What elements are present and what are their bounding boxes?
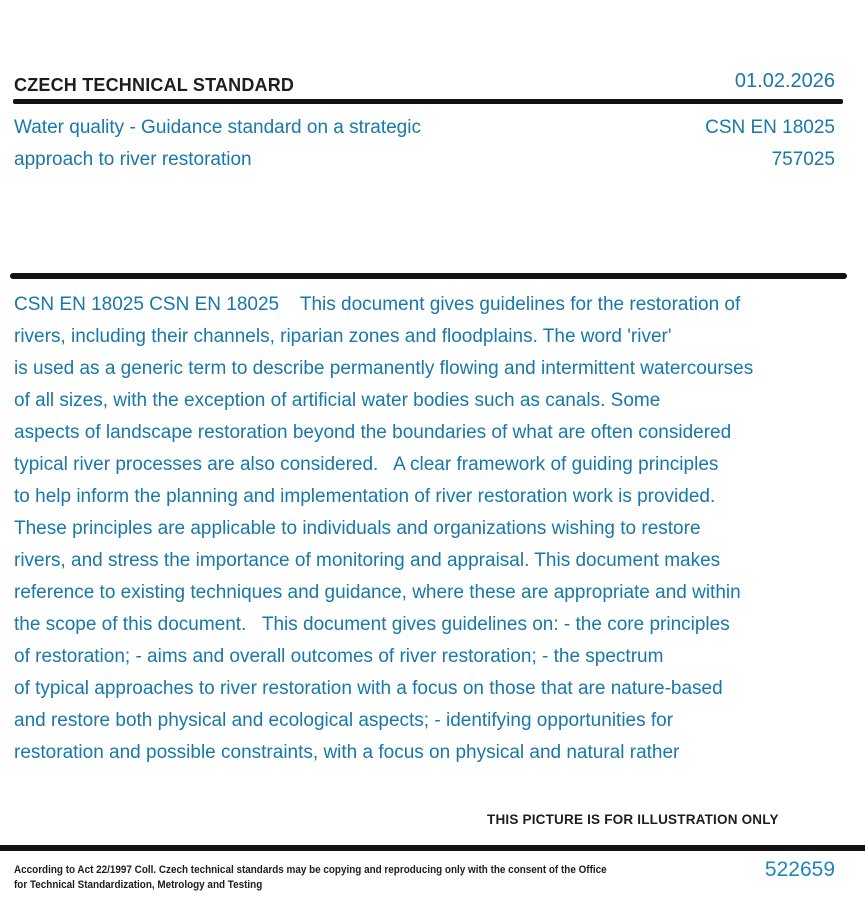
body-text <box>14 289 859 769</box>
abstract-rule <box>10 273 847 279</box>
body-text-line: and restore both physical and ecological aspects; - identifying opportunities for <box>14 710 674 731</box>
header-rule <box>13 99 843 104</box>
standard-title-line2: approach to river restoration <box>14 149 252 170</box>
standard-codes <box>705 112 835 176</box>
copyright-notice-line2: for Technical Standardization, Metrology and Testing <box>14 879 263 891</box>
body-text-line: of restoration; - aims and overall outcomes of river restoration; - the spectrum <box>14 646 664 667</box>
standard-class-number: 757025 <box>771 149 835 170</box>
body-text-line: CSN EN 18025 CSN EN 18025 This document gives guidelines for the restoration of <box>14 294 741 315</box>
footer-rule <box>0 845 865 851</box>
body-text-line: is used as a generic term to describe permanently flowing and intermittent watercourses <box>14 358 754 379</box>
body-text-line: rivers, and stress the importance of monitoring and appraisal. This document makes <box>14 550 721 571</box>
standard-type-label: CZECH TECHNICAL STANDARD <box>14 75 295 95</box>
body-text-line: the scope of this document. This document gives guidelines on: - the core principles <box>14 614 730 635</box>
body-text-line: of typical approaches to river restoration with a focus on those that are nature-based <box>14 678 723 699</box>
effective-date: 01.02.2026 <box>734 70 835 92</box>
copyright-notice <box>14 863 607 893</box>
body-text-line: typical river processes are also considered. A clear framework of guiding principles <box>14 454 719 475</box>
copyright-notice-line1: According to Act 22/1997 Coll. Czech technical standards may be copying and reproducing only with the consent of the Office <box>14 864 607 876</box>
illustration-note: THIS PICTURE IS FOR ILLUSTRATION ONLY <box>487 812 779 827</box>
body-text-line: to help inform the planning and implementation of river restoration work is provided. <box>14 486 716 507</box>
standard-code: CSN EN 18025 <box>705 117 835 138</box>
body-text-line: aspects of landscape restoration beyond the boundaries of what are often considered <box>14 422 732 443</box>
body-text-line: These principles are applicable to individuals and organizations wishing to restore <box>14 518 701 539</box>
document-number: 522659 <box>764 858 835 881</box>
body-text-line: rivers, including their channels, riparian zones and floodplains. The word 'river' <box>14 326 672 347</box>
standard-title <box>14 112 421 176</box>
illustration-note-wrap <box>340 812 865 827</box>
body-text-line: restoration and possible constraints, with a focus on physical and natural rather <box>14 742 680 763</box>
body-text-line: of all sizes, with the exception of artificial water bodies such as canals. Some <box>14 390 661 411</box>
standard-title-line1: Water quality - Guidance standard on a strategic <box>14 117 421 138</box>
body-text-line: reference to existing techniques and guidance, where these are appropriate and within <box>14 582 741 603</box>
